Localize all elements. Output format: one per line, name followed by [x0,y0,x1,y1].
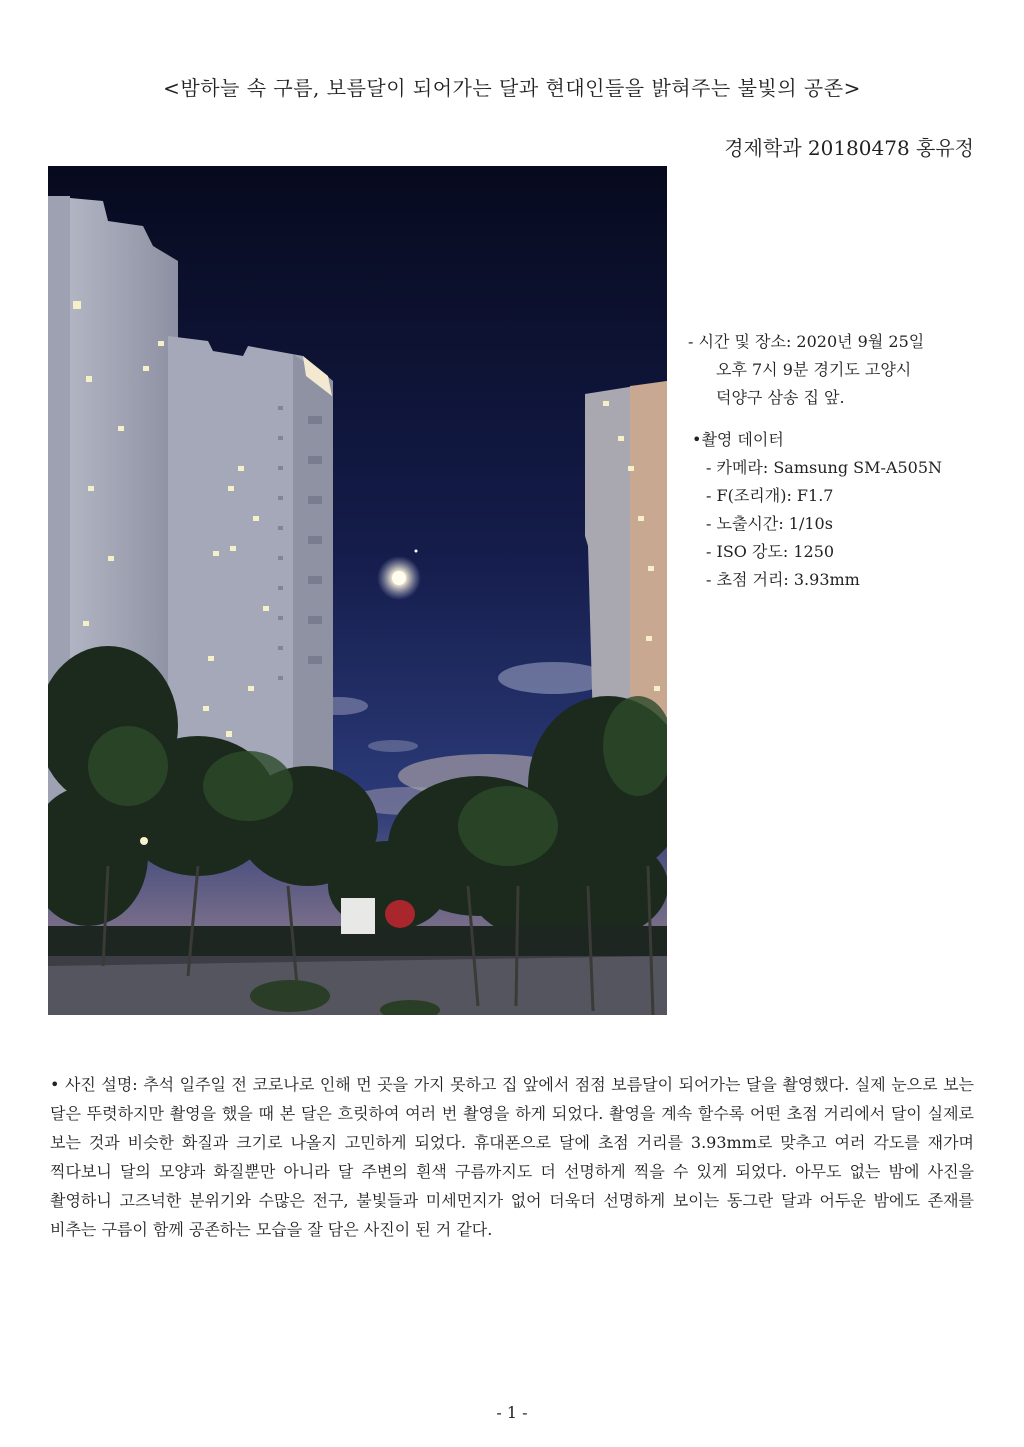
iso-line: - ISO 강도: 1250 [706,542,835,561]
camera-line: - 카메라: Samsung SM-A505N [706,458,943,477]
photo-info [688,328,988,594]
photo-description: • 사진 설명: 추석 일주일 전 코로나로 인해 먼 곳을 가지 못하고 집 앞에서 점점 보름달이 되어가는 달을 촬영했다. 실제 눈으로 보는 달은 뚜렷하지만 촬영을 했을 때 본 달은 흐릿하여 여러 번 촬영을 하게 되었다. 촬영을 계속 할수록 어떤 초점 거리에서 달이 실제로 보는 것과 비슷한 화질과 크기로 나올지 고민하게 되었다. 휴대폰으로 달에 초점 거리를 3.93mm로 맞추고 여러 각도를 재가며 찍다보니 달의 모양과 화질뿐만 아니라 달 주변의 흰색 구름까지도 더 선명하게 찍을 수 있게 되었다. 아무도 없는 밤에 사진을 촬영하니 고즈넉한 분위기와 수많은 전구, 불빛들과 미세먼지가 없어 더욱더 선명하게 보이는 동그란 달과 어두운 밤에도 존재를 비추는 구름이 함께 공존하는 모습을 잘 담은 사진이 된 거 같다. [50,1075,974,1239]
shoot-data-header: •촬영 데이터 [692,430,784,449]
exposure-line: - 노출시간: 1/10s [706,514,833,533]
page-number: - 1 - [496,1403,528,1422]
author-line: 경제학과 20180478 홍유정 [724,136,974,160]
document-title: <밤하늘 속 구름, 보름달이 되어가는 달과 현대인들을 밝혀주는 불빛의 공존> [163,76,861,100]
time-place-line-2: 오후 7시 9분 경기도 고양시 [716,360,912,379]
fnumber-line: - F(조리개): F1.7 [706,486,834,505]
time-place-line-3: 덕양구 삼송 집 앞. [716,388,845,407]
night-moon-photo [48,166,667,1015]
time-place-line-1: - 시간 및 장소: 2020년 9월 25일 [688,332,925,351]
focal-length-line: - 초점 거리: 3.93mm [706,570,860,589]
